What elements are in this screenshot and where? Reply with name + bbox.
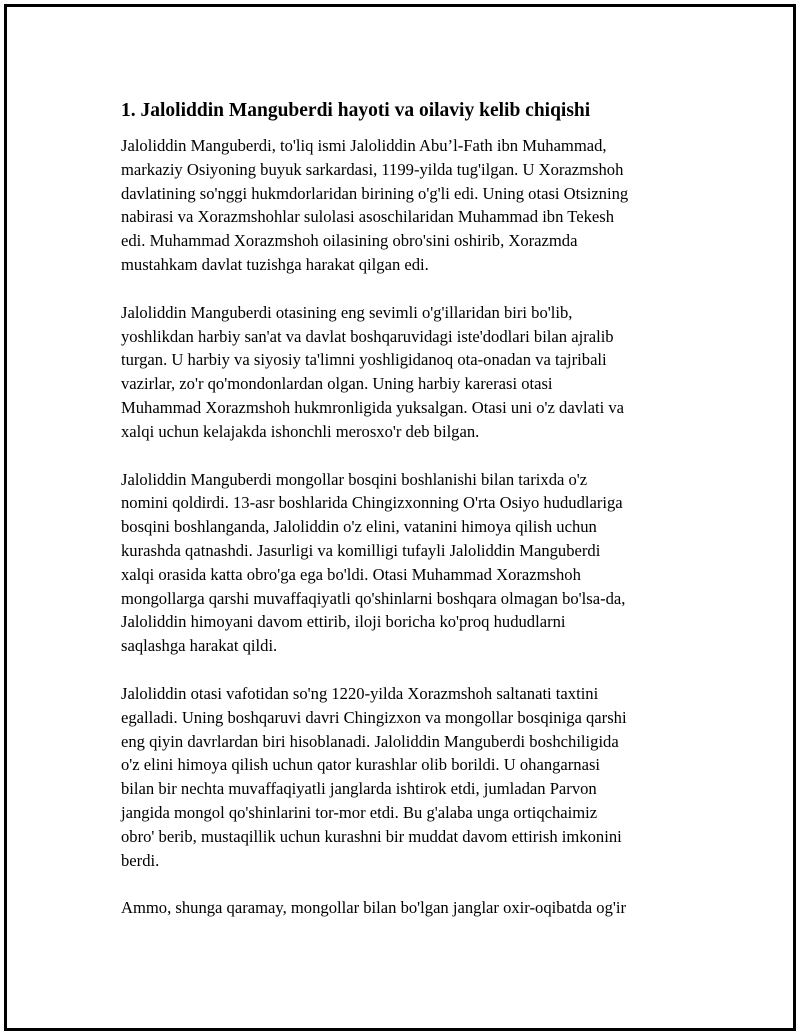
- text-line: vazirlar, zo'r qo'mondonlardan olgan. Uning harbiy karerasi otasi: [121, 374, 553, 394]
- text-line: nabirasi va Xorazmshohlar sulolasi asoschilaridan Muhammad ibn Tekesh: [121, 207, 614, 227]
- text-line: xalqi orasida katta obro'ga ega bo'ldi. Otasi Muhammad Xorazmshoh: [121, 564, 581, 584]
- text-line: Jaloliddin Manguberdi otasining eng sevimli o'g'illaridan biri bo'lib,: [121, 302, 573, 322]
- text-line: o'z elini himoya qilish uchun qator kurashlar olib borildi. U ohangarnasi: [121, 755, 601, 775]
- text-line: Jaloliddin otasi vafotidan so'ng 1220-yilda Xorazmshoh saltanati taxtini: [121, 683, 599, 703]
- text-line: obro' berib, mustaqillik uchun kurashni bir muddat davom ettirish imkonini: [121, 826, 622, 846]
- page-frame: [4, 4, 796, 1031]
- text-line: davlatining so'nggi hukmdorlaridan birining o'g'li edi. Uning otasi Otsizning: [121, 183, 629, 203]
- text-line: egalladi. Uning boshqaruvi davri Chingizxon va mongollar bosqiniga qarshi: [121, 707, 627, 727]
- text-line: Jaloliddin Manguberdi mongollar bosqini boshlanishi bilan tarixda o'z: [121, 469, 588, 489]
- text-line: Jaloliddin Manguberdi, to'liq ismi Jaloliddin Abu’l-Fath ibn Muhammad,: [121, 136, 607, 155]
- text-line: eng qiyin davrlardan biri hisoblanadi. Jaloliddin Manguberdi boshchiligida: [121, 731, 619, 751]
- text-line: edi. Muhammad Xorazmshoh oilasining obro'sini oshirib, Xorazmda: [121, 231, 578, 251]
- document-body: [121, 99, 691, 944]
- text-line: mongollarga qarshi muvaffaqiyatli qo'shinlarni boshqara olmagan bo'lsa-da,: [121, 588, 626, 608]
- text-line: Ammo, shunga qaramay, mongollar bilan bo'lgan janglar oxir-oqibatda og'ir: [121, 898, 627, 918]
- text-line: turgan. U harbiy va siyosiy ta'limni yoshligidanoq ota-onadan va tajribali: [121, 350, 607, 370]
- text-line: Muhammad Xorazmshoh hukmronligida yuksalgan. Otasi uni o'z davlati va: [121, 397, 625, 417]
- paragraph-3: [121, 468, 691, 658]
- text-line: xalqi uchun kelajakda ishonchli merosxo'r deb bilgan.: [121, 421, 480, 441]
- text-line: nomini qoldirdi. 13-asr boshlarida Chingizxonning O'rta Osiyo hududlariga: [121, 493, 623, 513]
- paragraph-5: [121, 896, 691, 920]
- section-heading: 1. Jaloliddin Manguberdi hayoti va oilaviy kelib chiqishi: [121, 100, 591, 121]
- text-line: bilan bir nechta muvaffaqiyatli janglarda ishtirok etdi, jumladan Parvon: [121, 779, 597, 799]
- text-line: berdi.: [121, 850, 160, 870]
- text-line: yoshlikdan harbiy san'at va davlat boshqaruvidagi iste'dodlari bilan ajralib: [121, 326, 614, 346]
- paragraph-1: [121, 134, 691, 277]
- text-line: mustahkam davlat tuzishga harakat qilgan edi.: [121, 254, 429, 274]
- text-line: markaziy Osiyoning buyuk sarkardasi, 1199-yilda tug'ilgan. U Xorazmshoh: [121, 159, 624, 179]
- text-line: bosqini boshlanganda, Jaloliddin o'z elini, vatanini himoya qilish uchun: [121, 517, 597, 537]
- text-line: kurashda qatnashdi. Jasurligi va komilligi tufayli Jaloliddin Manguberdi: [121, 540, 601, 560]
- text-line: saqlashga harakat qildi.: [121, 636, 278, 656]
- paragraph-2: [121, 301, 691, 444]
- paragraph-4: [121, 682, 691, 872]
- text-line: jangida mongol qo'shinlarini tor-mor etdi. Bu g'alaba unga ortiqchaimiz: [121, 802, 598, 822]
- text-line: Jaloliddin himoyani davom ettirib, iloji boricha ko'proq hududlarni: [121, 612, 566, 632]
